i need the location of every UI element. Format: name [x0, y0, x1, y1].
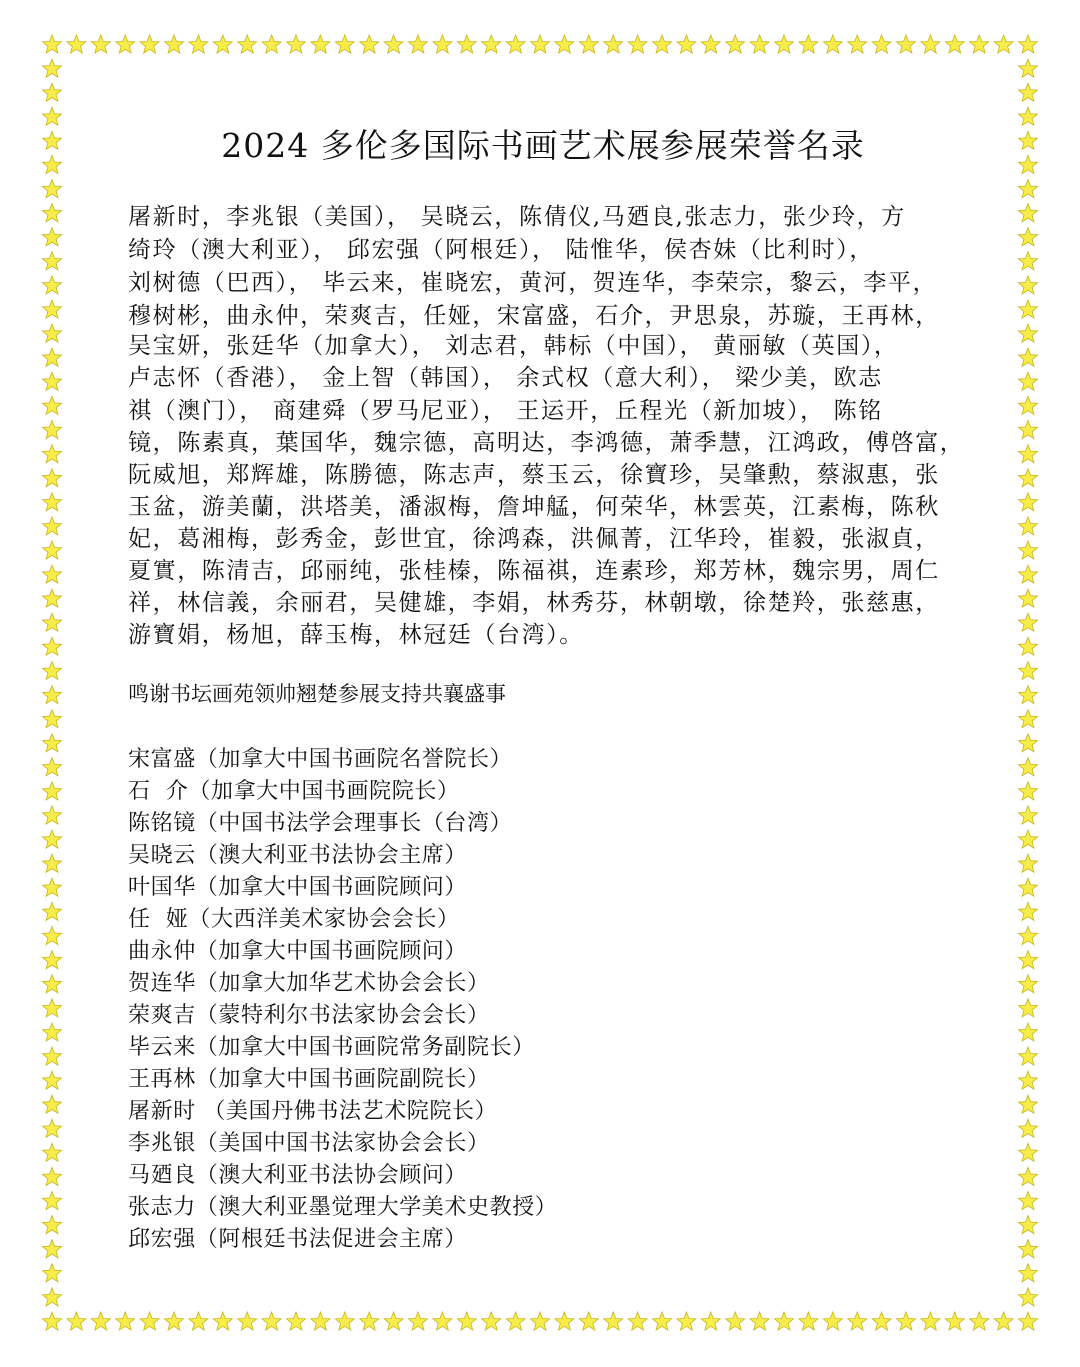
star-icon: [43, 686, 62, 704]
supporter-item: 曲永仲（加拿大中国书画院顾问）: [128, 939, 468, 964]
supporter-item: 王再林（加拿大中国书画院副院长）: [128, 1067, 490, 1092]
star-icon: [213, 1312, 232, 1330]
star-icon: [823, 35, 842, 53]
supporter-item: 毕云来（加拿大中国书画院常务副院长）: [128, 1035, 535, 1060]
star-icon: [384, 35, 403, 53]
star-icon: [43, 131, 62, 149]
star-icon: [43, 180, 62, 198]
star-icon: [872, 1312, 891, 1330]
star-icon: [43, 421, 62, 439]
star-icon: [213, 35, 232, 53]
star-icon: [43, 878, 62, 896]
star-icon: [1019, 613, 1038, 631]
star-icon: [189, 35, 208, 53]
star-icon: [945, 35, 964, 53]
star-icon: [775, 35, 794, 53]
supporter-item: 马廼良（澳大利亚书法协会顾问）: [128, 1163, 468, 1188]
star-icon: [1019, 710, 1038, 728]
star-icon: [750, 1312, 769, 1330]
supporter-item: 石 介（加拿大中国书画院院长）: [128, 779, 460, 804]
star-icon: [506, 1312, 525, 1330]
supporter-item: 邱宏强（阿根廷书法促进会主席）: [128, 1227, 468, 1252]
supporter-item: 任 娅（大西洋美术家协会会长）: [128, 907, 460, 932]
star-icon: [1019, 854, 1038, 872]
star-icon: [1019, 1216, 1038, 1234]
star-icon: [1019, 469, 1038, 487]
star-icon: [43, 276, 62, 294]
star-icon: [482, 1312, 501, 1330]
honor-line: 祥，林信義，余丽君，吴健雄，李娟，林秀芬，林朝墩，徐楚羚，张慈惠，: [128, 590, 940, 616]
star-icon: [921, 35, 940, 53]
star-icon: [1019, 1192, 1038, 1210]
star-icon: [238, 35, 257, 53]
star-icon: [43, 541, 62, 559]
star-icon: [970, 1312, 989, 1330]
star-icon: [701, 35, 720, 53]
star-icon: [43, 1143, 62, 1161]
star-icon: [1019, 180, 1038, 198]
star-icon: [897, 35, 916, 53]
star-icon: [287, 1312, 306, 1330]
star-icon: [1019, 1119, 1038, 1137]
star-icon: [43, 662, 62, 680]
star-icon: [1019, 999, 1038, 1017]
star-icon: [1019, 348, 1038, 366]
star-icon: [43, 300, 62, 318]
supporter-item: 李兆银（美国中国书法家协会会长）: [128, 1131, 490, 1156]
honor-line: 刘树德（巴西）， 毕云来，崔晓宏，黄河，贺连华，李荣宗，黎云，李平，: [128, 270, 938, 296]
star-icon: [653, 1312, 672, 1330]
star-icon: [726, 35, 745, 53]
honor-line: 阮威旭，郑辉雄，陈勝德，陈志声，蔡玉云，徐寶珍，吴肇勲，蔡淑惠，张: [128, 462, 940, 488]
star-icon: [43, 1047, 62, 1065]
star-icon: [43, 758, 62, 776]
star-icon: [67, 1312, 86, 1330]
star-icon: [945, 1312, 964, 1330]
star-icon: [409, 35, 428, 53]
star-icon: [311, 1312, 330, 1330]
supporter-item: 叶国华（加拿大中国书画院顾问）: [128, 875, 468, 900]
star-icon: [1019, 1095, 1038, 1113]
star-icon: [311, 35, 330, 53]
supporter-item: 吴晓云（澳大利亚书法协会主席）: [128, 843, 468, 868]
star-icon: [1019, 1023, 1038, 1041]
star-icon: [1019, 276, 1038, 294]
star-icon: [457, 35, 476, 53]
star-icon: [238, 1312, 257, 1330]
star-icon: [43, 1119, 62, 1137]
star-icon: [43, 1023, 62, 1041]
star-icon: [1019, 1240, 1038, 1258]
star-icon: [1019, 1071, 1038, 1089]
star-icon: [43, 1288, 62, 1306]
star-icon: [1019, 589, 1038, 607]
star-icon: [43, 637, 62, 655]
honor-line: 游寶娟，杨旭，薛玉梅，林冠廷（台湾）。: [128, 622, 584, 648]
star-icon: [1019, 324, 1038, 342]
star-icon: [1019, 156, 1038, 174]
star-icon: [457, 1312, 476, 1330]
star-icon: [1019, 902, 1038, 920]
star-icon: [43, 35, 62, 53]
star-icon: [579, 35, 598, 53]
supporter-item: 屠新时 （美国丹佛书法艺术院院长）: [128, 1099, 498, 1124]
star-icon: [43, 975, 62, 993]
star-icon: [1019, 1264, 1038, 1282]
star-icon: [555, 1312, 574, 1330]
page-title: 2024 多伦多国际书画艺术展参展荣誉名录: [221, 126, 865, 165]
star-icon: [579, 1312, 598, 1330]
star-icon: [1019, 541, 1038, 559]
honor-line: 卢志怀（香港）， 金上智（韩国）， 余式权（意大利）， 梁少美，欧志: [128, 365, 883, 391]
star-icon: [43, 589, 62, 607]
honor-line: 玉盆，游美蘭，洪塔美，潘淑梅，詹坤艋，何荣华，林雲英，江素梅，陈秋: [128, 494, 940, 520]
star-icon: [1019, 83, 1038, 101]
star-icon: [677, 1312, 696, 1330]
star-icon: [604, 1312, 623, 1330]
star-icon: [43, 493, 62, 511]
star-icon: [140, 1312, 159, 1330]
star-icon: [43, 734, 62, 752]
star-icon: [43, 565, 62, 583]
star-icon: [1019, 927, 1038, 945]
star-icon: [775, 1312, 794, 1330]
star-icon: [1019, 686, 1038, 704]
star-icon: [43, 1216, 62, 1234]
star-icon: [1019, 300, 1038, 318]
star-icon: [799, 1312, 818, 1330]
star-icon: [43, 830, 62, 848]
star-icon: [823, 1312, 842, 1330]
star-icon: [1019, 445, 1038, 463]
star-icon: [628, 35, 647, 53]
star-icon: [799, 35, 818, 53]
star-icon: [43, 83, 62, 101]
acknowledgement-heading: 鸣谢书坛画苑领帅翘楚参展支持共襄盛事: [128, 682, 506, 706]
supporter-item: 荣爽吉（蒙特利尔书法家协会会长）: [128, 1003, 490, 1028]
star-icon: [1019, 228, 1038, 246]
supporter-item: 贺连华（加拿大加华艺术协会会长）: [128, 971, 490, 996]
star-icon: [506, 35, 525, 53]
star-icon: [1019, 204, 1038, 222]
star-icon: [1019, 1143, 1038, 1161]
star-icon: [1019, 758, 1038, 776]
star-icon: [43, 469, 62, 487]
star-icon: [1019, 372, 1038, 390]
star-icon: [1019, 1288, 1038, 1306]
star-icon: [1019, 59, 1038, 77]
honor-line: 吴宝妍，张廷华（加拿大）， 刘志君，韩标（中国）， 黄丽敏（英国），: [128, 333, 899, 359]
honor-line: 绮玲（澳大利亚）， 邱宏强（阿根廷）， 陆惟华，侯杏妹（比利时），: [128, 237, 874, 263]
star-icon: [262, 1312, 281, 1330]
honor-line: 镜，陈素真，葉国华，魏宗德，高明达，李鸿德，萧季慧，江鸿政，傅啓富，: [128, 430, 965, 456]
star-icon: [43, 445, 62, 463]
star-icon: [43, 204, 62, 222]
star-icon: [970, 35, 989, 53]
star-icon: [994, 1312, 1013, 1330]
star-icon: [1019, 35, 1038, 53]
star-icon: [43, 252, 62, 270]
star-icon: [1019, 734, 1038, 752]
star-icon: [1019, 107, 1038, 125]
star-icon: [1019, 565, 1038, 583]
star-icon: [726, 1312, 745, 1330]
star-icon: [43, 806, 62, 824]
star-icon: [360, 35, 379, 53]
star-icon: [262, 35, 281, 53]
star-icon: [43, 951, 62, 969]
star-icon: [43, 1240, 62, 1258]
star-icon: [653, 35, 672, 53]
star-icon: [1019, 1047, 1038, 1065]
star-icon: [531, 1312, 550, 1330]
star-icon: [116, 35, 135, 53]
star-icon: [433, 1312, 452, 1330]
star-icon: [43, 999, 62, 1017]
star-icon: [43, 107, 62, 125]
star-icon: [1019, 493, 1038, 511]
star-icon: [335, 1312, 354, 1330]
star-icon: [165, 1312, 184, 1330]
star-icon: [43, 59, 62, 77]
star-icon: [848, 35, 867, 53]
star-icon: [43, 324, 62, 342]
star-icon: [116, 1312, 135, 1330]
star-icon: [189, 1312, 208, 1330]
supporter-item: 宋富盛（加拿大中国书画院名誉院长）: [128, 747, 513, 772]
star-icon: [994, 35, 1013, 53]
star-icon: [335, 35, 354, 53]
star-icon: [43, 1167, 62, 1185]
star-icon: [1019, 830, 1038, 848]
star-icon: [43, 710, 62, 728]
star-icon: [43, 517, 62, 535]
star-icon: [1019, 637, 1038, 655]
star-icon: [140, 35, 159, 53]
star-icon: [43, 348, 62, 366]
star-icon: [848, 1312, 867, 1330]
star-icon: [1019, 396, 1038, 414]
supporter-item: 张志力（澳大利亚墨觉理大学美术史教授）: [128, 1195, 558, 1220]
star-icon: [409, 1312, 428, 1330]
star-icon: [1019, 878, 1038, 896]
honor-line: 祺（澳门）， 商建舜（罗马尼亚）， 王运开，丘程光（新加坡）， 陈铭: [128, 398, 883, 424]
star-icon: [1019, 975, 1038, 993]
star-icon: [67, 35, 86, 53]
star-icon: [555, 35, 574, 53]
star-icon: [43, 1192, 62, 1210]
star-icon: [628, 1312, 647, 1330]
supporter-item: 陈铭镜（中国书法学会理事长（台湾）: [128, 811, 513, 836]
star-icon: [43, 927, 62, 945]
star-icon: [43, 228, 62, 246]
star-icon: [43, 156, 62, 174]
star-icon: [1019, 782, 1038, 800]
star-icon: [677, 35, 696, 53]
star-icon: [91, 35, 110, 53]
honor-line: 夏實，陈清吉，邱丽纯，张桂榛，陈福祺，连素珍，郑芳林，魏宗男，周仁: [128, 558, 940, 584]
star-icon: [1019, 1312, 1038, 1330]
star-icon: [750, 35, 769, 53]
star-icon: [384, 1312, 403, 1330]
star-icon: [701, 1312, 720, 1330]
star-icon: [43, 1095, 62, 1113]
star-icon: [921, 1312, 940, 1330]
star-icon: [1019, 252, 1038, 270]
star-icon: [531, 35, 550, 53]
star-icon: [43, 1264, 62, 1282]
star-icon: [872, 35, 891, 53]
star-icon: [91, 1312, 110, 1330]
star-icon: [43, 1312, 62, 1330]
star-icon: [360, 1312, 379, 1330]
star-icon: [43, 902, 62, 920]
star-icon: [1019, 517, 1038, 535]
star-icon: [604, 35, 623, 53]
star-icon: [1019, 662, 1038, 680]
star-icon: [1019, 131, 1038, 149]
honor-line: 妃，葛湘梅，彭秀金，彭世宜，徐鸿森，洪佩菁，江华玲，崔毅，张淑貞，: [128, 526, 940, 552]
star-icon: [43, 854, 62, 872]
star-icon: [43, 372, 62, 390]
star-icon: [165, 35, 184, 53]
honor-line: 屠新时，李兆银（美国）， 吴晓云，陈倩仪,马廼良,张志力，张少玲，方: [128, 204, 906, 230]
star-icon: [43, 782, 62, 800]
star-icon: [482, 35, 501, 53]
star-icon: [433, 35, 452, 53]
star-icon: [287, 35, 306, 53]
star-icon: [1019, 1167, 1038, 1185]
star-icon: [43, 396, 62, 414]
star-icon: [1019, 951, 1038, 969]
star-icon: [1019, 421, 1038, 439]
star-icon: [43, 1071, 62, 1089]
honor-line: 穆树彬，曲永仲，荣爽吉，任娅，宋富盛，石介，尹思泉，苏璇，王再林，: [128, 303, 940, 329]
star-icon: [43, 613, 62, 631]
star-icon: [1019, 806, 1038, 824]
star-icon: [897, 1312, 916, 1330]
